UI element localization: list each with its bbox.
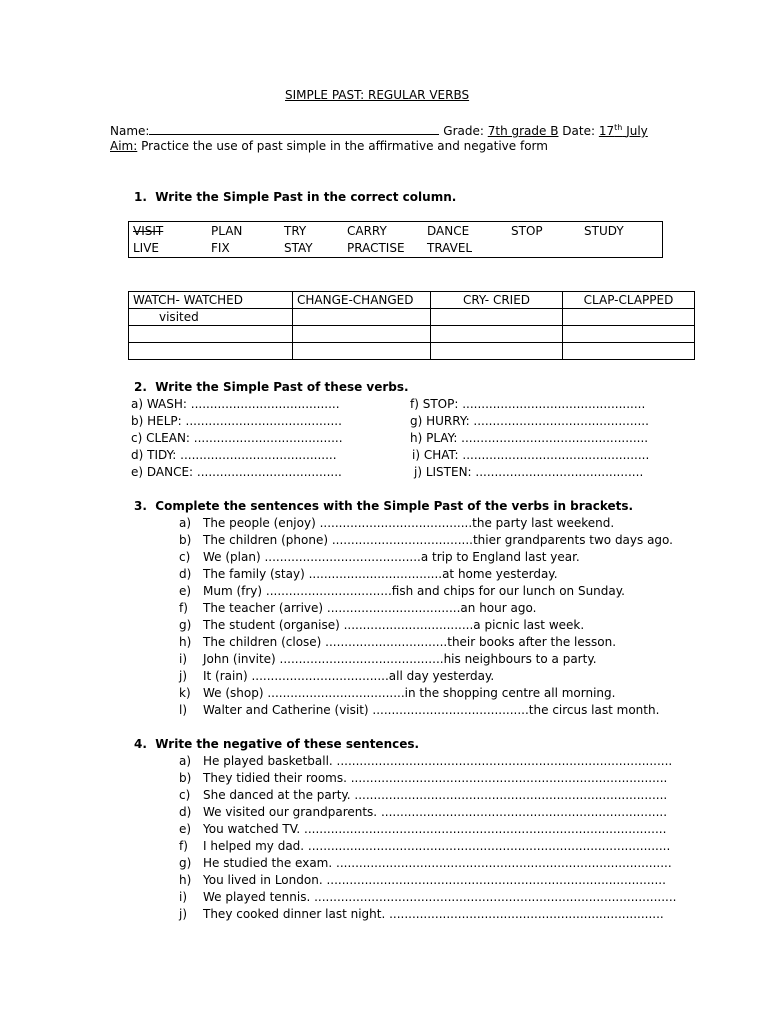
ex2-right-item: j) LISTEN: ............................................ [414,465,644,479]
answer-cell[interactable] [431,326,563,343]
ex3-heading [134,499,633,513]
item-text: The teacher (arrive) ...................................an hour ago. [203,601,537,615]
item-letter: d) [179,567,192,581]
list-item [179,788,667,802]
list-item [179,567,558,581]
grade-label: Grade: [443,124,484,138]
header-line [110,122,648,138]
list-item [179,601,536,615]
ex2-left-item: c) CLEAN: ....................................... [131,431,343,445]
answer-cell[interactable] [129,326,293,343]
verb-word: CARRY [347,224,387,238]
item-letter: e) [179,822,192,836]
answer-cell[interactable] [563,326,695,343]
ex2-right-item: f) STOP: ................................................ [410,397,646,411]
ex2-right-item: h) PLAY: ................................................. [410,431,649,445]
list-item [179,652,597,666]
ex4-heading [134,737,419,751]
list-item [179,856,672,870]
ex1-number: 1. [134,190,147,204]
verb-word: STUDY [584,224,624,238]
item-text: Walter and Catherine (visit) .........................................the circus last month. [203,703,660,717]
list-item [179,805,667,819]
ex2-heading-text: Write the Simple Past of these verbs. [155,380,409,394]
item-letter: l) [179,703,188,717]
item-text: Mum (fry) .................................fish and chips for our lunch on Sunday. [203,584,625,598]
item-text: They tidied their rooms. ................................................................................... [203,771,668,785]
ex4-heading-text: Write the negative of these sentences. [155,737,420,751]
date-day: 17 [598,124,615,138]
name-field[interactable] [149,122,439,135]
list-item [179,584,625,598]
list-item [179,907,664,921]
item-text: She danced at the party. .................................................................................. [203,788,668,802]
item-letter: h) [179,873,192,887]
list-item [179,516,614,530]
table-header-row [129,292,695,309]
ex2-left-item: d) TIDY: ......................................... [131,448,337,462]
item-text: We (plan) .........................................a trip to England last year. [203,550,580,564]
name-label: Name: [110,124,150,138]
item-text: The family (stay) ...................................at home yesterday. [203,567,558,581]
verb-box [128,221,663,258]
list-item [179,686,615,700]
column-header: CHANGE-CHANGED [293,292,431,309]
item-letter: k) [179,686,191,700]
item-text: You watched TV. ............................................................................................... [203,822,667,836]
list-item [179,754,672,768]
ex1-heading [134,190,456,204]
aim-line [110,139,548,153]
list-item [179,669,494,683]
answer-cell[interactable] [431,343,563,360]
list-item [179,533,673,547]
verb-word: VISIT [133,224,164,238]
ex2-left-item: e) DANCE: ...................................... [131,465,342,479]
ex3-number: 3. [134,499,147,513]
ex1-heading-text: Write the Simple Past in the correct column. [155,190,457,204]
answer-cell[interactable] [563,309,695,326]
item-letter: i) [179,890,188,904]
item-letter: f) [179,839,188,853]
page-title: SIMPLE PAST: REGULAR VERBS [285,88,470,102]
item-letter: d) [179,805,192,819]
aim-text: Practice the use of past simple in the affirmative and negative form [141,139,548,153]
verb-word: PLAN [211,224,243,238]
item-text: They cooked dinner last night. ........................................................................ [203,907,664,921]
answer-cell[interactable] [293,343,431,360]
list-item [179,550,580,564]
verb-word: PRACTISE [347,241,405,255]
list-item [179,873,666,887]
verb-word: TRY [284,224,307,238]
table-row [129,326,695,343]
item-text: The student (organise) ..................................a picnic last week. [203,618,585,632]
item-text: The children (close) ................................their books after the lesson. [203,635,617,649]
ex2-right-item: i) CHAT: ................................................. [412,448,650,462]
date-month: July [626,124,648,138]
column-header: CLAP-CLAPPED [563,292,695,309]
grade-value: 7th grade B [487,124,559,138]
answer-cell[interactable] [129,343,293,360]
item-letter: g) [179,618,192,632]
list-item [179,839,670,853]
answer-cell[interactable] [431,309,563,326]
list-item [179,618,584,632]
verb-word: TRAVEL [427,241,473,255]
verb-word: STAY [284,241,313,255]
answer-cell[interactable] [293,326,431,343]
date-label: Date: [562,124,596,138]
item-letter: e) [179,584,192,598]
item-text: The people (enjoy) ........................................the party last weekend. [203,516,615,530]
item-letter: f) [179,601,188,615]
item-text: You lived in London. ......................................................................................... [203,873,666,887]
item-text: We visited our grandparents. ........................................................................... [203,805,668,819]
item-text: We played tennis. ............................................................................................... [203,890,677,904]
verb-word: FIX [211,241,230,255]
verb-word: DANCE [427,224,470,238]
ex2-left-item: b) HELP: ......................................... [131,414,342,428]
verb-word: LIVE [133,241,160,255]
answer-cell[interactable] [293,309,431,326]
ex4-number: 4. [134,737,147,751]
item-letter: j) [179,907,188,921]
list-item [179,771,667,785]
table-row [129,343,695,360]
item-text: John (invite) ...........................................his neighbours to a party. [203,652,597,666]
item-letter: b) [179,771,192,785]
item-text: I helped my dad. ............................................................................................... [203,839,671,853]
ex3-heading-text: Complete the sentences with the Simple Past of the verbs in brackets. [155,499,634,513]
item-letter: j) [179,669,188,683]
column-header: CRY- CRIED [431,292,563,309]
item-text: He studied the exam. ........................................................................................ [203,856,672,870]
item-letter: a) [179,516,192,530]
date-sup: th [614,123,623,132]
item-letter: g) [179,856,192,870]
item-letter: h) [179,635,192,649]
date-value [599,124,648,138]
list-item [179,635,616,649]
table-row [129,309,695,326]
list-item [179,703,659,717]
verb-columns-table [128,291,695,360]
answer-cell[interactable] [563,343,695,360]
item-text: The children (phone) .....................................thier grandparents two days ago. [203,533,673,547]
verb-word: STOP [511,224,543,238]
item-letter: i) [179,652,188,666]
ex2-right-item: g) HURRY: .............................................. [410,414,649,428]
item-text: We (shop) ....................................in the shopping centre all morning. [203,686,616,700]
item-text: He played basketball. ........................................................................................ [203,754,673,768]
item-letter: a) [179,754,192,768]
list-item [179,890,676,904]
ex2-number: 2. [134,380,147,394]
item-letter: b) [179,533,192,547]
item-letter: c) [179,788,191,802]
ex2-heading [134,380,409,394]
aim-label: Aim: [110,139,138,153]
column-header: WATCH- WATCHED [129,292,293,309]
example-answer: visited [129,309,293,326]
item-letter: c) [179,550,191,564]
list-item [179,822,666,836]
item-text: It (rain) ....................................all day yesterday. [203,669,495,683]
ex2-left-item: a) WASH: ....................................... [131,397,340,411]
